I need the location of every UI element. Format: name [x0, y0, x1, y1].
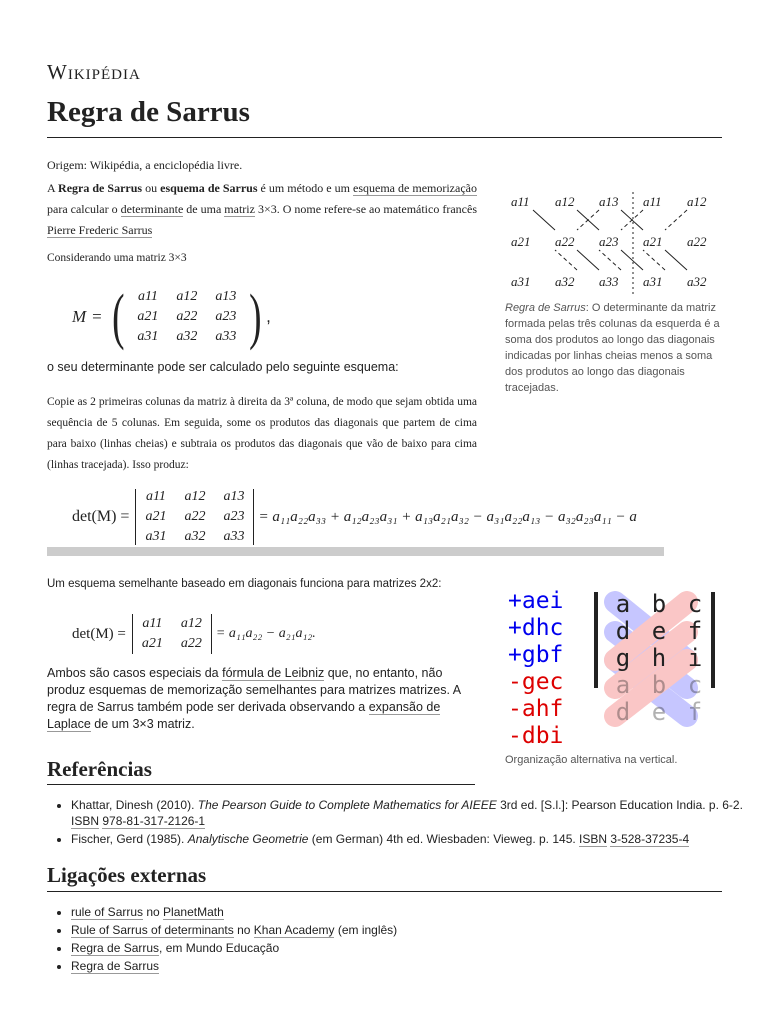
matrix-table [128, 287, 245, 347]
determinant-text: o seu determinante pode ser calculado pelo seguinte esquema: [47, 360, 399, 374]
letter-cell: b [651, 590, 667, 618]
cell: a22 [176, 309, 198, 324]
cell: a33 [223, 529, 245, 544]
letter-cell: g [615, 644, 631, 672]
alt-figure [505, 588, 725, 750]
sarrus-cell: a12 [687, 194, 707, 209]
ref-title: Analytische Geometrie [187, 832, 309, 846]
external-text: (em inglês) [334, 923, 398, 937]
references-heading: Referências [47, 757, 152, 781]
sarrus-cell: a21 [511, 234, 531, 249]
sarrus-cell: a32 [687, 274, 707, 289]
text: de uma [183, 202, 225, 216]
letter-cell: i [687, 644, 703, 672]
letter-grid [605, 590, 713, 725]
sarrus-cell: a23 [599, 234, 619, 249]
term-2: +gbf [508, 642, 564, 668]
sarrus-cell: a21 [643, 234, 663, 249]
term-1: +dhc [508, 615, 564, 641]
leibniz-paragraph [47, 665, 477, 733]
external-divider [47, 891, 722, 892]
external-text: no [143, 905, 164, 919]
external-link[interactable]: Rule of Sarrus of determinants [71, 923, 234, 937]
external-site-link[interactable]: PlanetMath [163, 905, 224, 919]
title-divider [47, 137, 722, 138]
external-link[interactable]: Regra de Sarrus [71, 941, 160, 955]
text: de um 3×3 matriz. [90, 717, 195, 731]
external-item [71, 958, 746, 974]
cell: a11 [142, 616, 163, 631]
sarrus-cell: a22 [555, 234, 575, 249]
paren-left: ( [111, 283, 125, 351]
external-item [71, 940, 746, 956]
ref-text: (em German) 4th ed. Wiesbaden: Vieweg. p. 145. [308, 832, 580, 846]
cell: a12 [184, 489, 206, 504]
term-4: -ahf [508, 696, 564, 722]
considering-text: Considerando uma matriz 3×3 [47, 252, 187, 264]
letter-row [605, 590, 713, 617]
text: A [47, 181, 59, 195]
bar-right [253, 489, 254, 545]
letter-cell: e [651, 698, 667, 726]
intro-paragraph [47, 178, 477, 241]
matrix-name: M [72, 307, 87, 326]
cell: a21 [145, 509, 167, 524]
text: Ambos são casos especiais da [47, 666, 223, 680]
letter-cell: e [651, 617, 667, 645]
det2-lhs: det(M) = [72, 625, 126, 642]
link-esquema[interactable]: esquema de memorização [353, 181, 477, 195]
letter-row [605, 698, 713, 725]
ref-text: Khattar, Dinesh (2010). [71, 798, 198, 812]
sarrus-cell: a31 [511, 274, 531, 289]
det2-rhs: = a₁₁a₂₂ − a₂₁a₁₂. [215, 626, 316, 641]
letter-cell: f [687, 617, 703, 645]
ref-text: Fischer, Gerd (1985). [71, 832, 188, 846]
sarrus-cell: a11 [643, 194, 662, 209]
isbn-number-link[interactable]: 978-81-317-2126-1 [102, 814, 206, 828]
bar2-right [211, 614, 212, 654]
term-5: -dbi [508, 723, 564, 749]
cell: a32 [176, 329, 198, 344]
sarrus-cell: a12 [555, 194, 575, 209]
origin-line: Origem: Wikipédia, a enciclopédia livre. [47, 158, 243, 172]
det2-matrix [133, 614, 211, 654]
cell: a21 [141, 636, 163, 651]
letter-row [605, 671, 713, 698]
reference-item [71, 797, 746, 829]
link-leibniz[interactable]: fórmula de Leibniz [222, 666, 325, 680]
two-by-two-text: Um esquema semelhante baseado em diagonais funciona para matrizes 2x2: [47, 578, 442, 590]
cell: a12 [176, 289, 198, 304]
letter-cell: c [687, 671, 703, 699]
sarrus-cell: a22 [687, 234, 707, 249]
references-divider [47, 784, 475, 785]
wikipedia-logo[interactable]: Wikipédia [47, 60, 141, 84]
reference-item [71, 831, 746, 847]
external-heading: Ligações externas [47, 863, 207, 887]
caption-text: : O determinante da matriz formada pelas três colunas da esquerda é a soma dos produtos ao longo das diagonais indicadas por linhas cheias menos a soma dos produtos ao longo das diagonais tracejadas. [505, 302, 720, 394]
sarrus-cell: a31 [643, 274, 663, 289]
link-matriz[interactable]: matriz [224, 202, 255, 216]
sarrus-cell: a11 [511, 194, 530, 209]
external-link[interactable]: Regra de Sarrus [71, 959, 160, 973]
page-title: Regra de Sarrus [47, 96, 250, 128]
cell: a21 [137, 309, 159, 324]
figure1-caption [505, 300, 720, 396]
ref-text: 3rd ed. [S.l.]: Pearson Education India. p. 6-2. [496, 798, 743, 812]
letter-row [605, 617, 713, 644]
text: é um método e um [257, 181, 353, 195]
cell: a31 [137, 329, 159, 344]
sarrus-cell: a32 [555, 274, 575, 289]
matrix-m [72, 283, 271, 351]
caption-title: Regra de Sarrus [505, 302, 586, 314]
text: que, no entanto, não produz esquemas de memorização semelhantes para matrizes matrizes. A regra de Sarrus também pode ser derivada observando a [47, 666, 461, 714]
link-determinante[interactable]: determinante [120, 202, 184, 216]
comma: , [266, 307, 271, 326]
letter-cell: a [615, 671, 631, 699]
det-rhs: = a₁₁a₂₂a₃₃ + a₁₂a₂₃a₃₁ + a₁₃a₂₁a₃₂ − a₃₁a₂₂a₁₃ − a₃₂a₂₃a₁₁ − a [258, 508, 637, 525]
external-text: , em Mundo Educação [159, 941, 280, 955]
letter-cell: d [615, 698, 631, 726]
det-formula-2x2 [72, 614, 316, 654]
cell: a22 [180, 636, 202, 651]
letter-row [605, 644, 713, 671]
sarrus-cell: a13 [599, 194, 619, 209]
det-matrix [136, 488, 253, 546]
external-text: no [233, 923, 254, 937]
cell: a31 [145, 529, 167, 544]
paren-right: ) [249, 283, 262, 351]
term-3: -gec [508, 669, 564, 695]
copy-paragraph: Copie as 2 primeiras colunas da matriz à direita da 3ª coluna, de modo que sejam obtida uma sequência de 5 colunas. Em seguida, some os produtos das diagonais que partem de cima para baixo (linhas cheias) e subtraia os produtos das diagonais que vão de baixo para cima (linhas tracejada). Isso produz: [47, 396, 477, 471]
figure2-caption: Organização alternativa na vertical. [505, 754, 678, 766]
term-bold: esquema de Sarrus [160, 181, 258, 195]
sarrus-cell: a33 [599, 274, 619, 289]
text: ou [142, 181, 161, 195]
letter-cell: c [687, 590, 703, 618]
det-lhs: det(M) = [72, 508, 130, 525]
equals-sign: = [92, 307, 102, 326]
cell: a22 [184, 509, 206, 524]
isbn-link[interactable]: ISBN [579, 832, 608, 846]
text: para calcular o [47, 202, 121, 216]
cell: a23 [223, 509, 245, 524]
isbn-link[interactable]: ISBN [71, 814, 100, 828]
term-bold: Regra de Sarrus [58, 181, 143, 195]
cell: a11 [137, 289, 158, 304]
sarrus-figure [505, 188, 725, 298]
letter-cell: a [615, 590, 631, 618]
external-item [71, 904, 746, 920]
references-list [47, 797, 746, 849]
cell: a32 [184, 529, 206, 544]
ref-title: The Pearson Guide to Complete Mathematics for AIEEE [197, 798, 497, 812]
external-list [47, 904, 746, 976]
link-sarrus[interactable]: Pierre Frederic Sarrus [47, 223, 153, 237]
external-link[interactable]: rule of Sarrus [71, 905, 144, 919]
cell: a23 [215, 309, 237, 324]
cell: a11 [145, 489, 166, 504]
cell: a12 [180, 616, 202, 631]
term-0: +aei [508, 588, 564, 614]
letter-cell: h [651, 644, 667, 672]
isbn-number-link[interactable]: 3-528-37235-4 [610, 832, 690, 846]
external-item [71, 922, 746, 938]
letter-cell: d [615, 617, 631, 645]
letter-cell: f [687, 698, 703, 726]
cell: a13 [215, 289, 237, 304]
det-formula-3x3 [72, 488, 722, 546]
text: 3×3. O nome refere-se ao matemático francês [254, 202, 477, 216]
letter-cell: b [651, 671, 667, 699]
cell: a33 [215, 329, 237, 344]
horizontal-scrollbar[interactable] [47, 547, 664, 556]
link-laplace[interactable]: expansão de Laplace [47, 700, 441, 731]
external-site-link[interactable]: Khan Academy [253, 923, 335, 937]
cell: a13 [223, 489, 245, 504]
